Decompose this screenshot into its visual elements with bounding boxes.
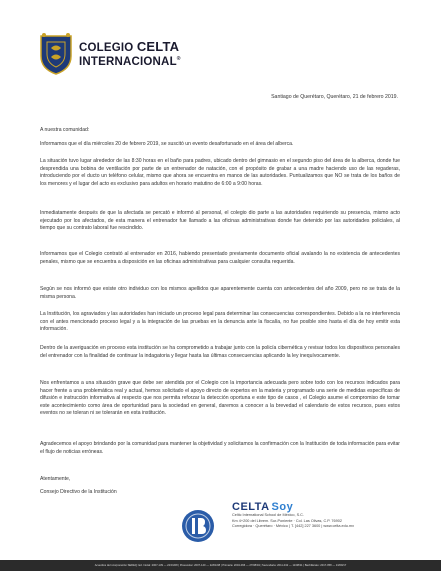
- paragraph-7: Dentro de la averiguación en proceso esta institución se ha comprometido a trabajar junto con la policía cibernética y revisar todos los dispositivos personales del entrenador con la finalidad de continuar la indagatoria y llegar hasta las últimas consecuencias aplicando la ley inequívocamente.: [40, 345, 400, 359]
- logo-line-1: [79, 40, 181, 55]
- soy-brand: Soy: [271, 501, 294, 513]
- legal-band: Acuerdos de Incorporación SEDEQ: Ed. Inicial: 2007-139 — 22/01/08 | Preescolar: 2007-140 — 22/01/08 | Primaria: 2004-096 — 27/08/04 | Secundaria: 2011-042 — 11/08/11 | Bachillerato: 2017-058 — 13/09/17: [0, 560, 441, 571]
- logo-wordmark: [79, 40, 181, 68]
- school-logo: [38, 32, 181, 76]
- paragraph-3: Inmediatamente después de que la afectada se percató e informó al personal, el colegio dio parte a las autoridades requiriendo su presencia, mismo acto ejecutado por los afectados, de esta manera el entrenador fue llamado a las oficinas administrativas donde fue detenido por las autoridades policiales, al tiempo que su contrato laboral fue rescindido.: [40, 210, 400, 232]
- registered-mark: ®: [176, 55, 181, 62]
- school-crest-icon: [38, 32, 74, 76]
- paragraph-2: La situación tuvo lugar alrededor de las 8:30 horas en el baño para padres, ubicado dentro del gimnasio en el segundo piso del área de la alberca, donde fue desprendida una bobina de ventilación por parte de un entrenador de natación, con el propósito de grabar a una madre haciendo uso de las regaderas, introduciendo por el ducto un teléfono celular, mismo que ahora se encuentra en manos de las autoridades. Puntualizamos que NO se trata de los baños de los menores y el lugar del acto es exclusivo para adultos en horario matutino de 6:00 a 9:00 horas.: [40, 158, 400, 187]
- salutation: A nuestra comunidad:: [40, 127, 90, 133]
- footer-line-2: Km 4+200 del Librem. Sur-Poniente · Col. Las Olivas, C.P. 76902: [232, 518, 342, 523]
- letter-date: Santiago de Querétaro, Querétaro, 21 de febrero 2019.: [271, 94, 398, 100]
- paragraph-5: Según se nos informó que existe otro individuo con los mismos apellidos que aparentemente cuenta con antecedentes del año 2009, pero no se trata de la misma persona.: [40, 286, 400, 300]
- footer-line-3: Corregidora · Querétaro · México | T. [442] 227 3600 | www.celta.edu.mx: [232, 524, 354, 529]
- paragraph-8: Nos enfrentamos a una situación grave que debe ser atendida por el Colegio con la importancia adecuada pero sobre todo con los recursos indicados para hacer frente a una problemática real y actual, hemos solicitado el apoyo directo de expertos en la materia y programado una serie de medidas específicas de difusión e instrucción informativa al respecto que nos permita reforzar la detección oportuna e este tipo de casos , el Colegio asume el compromiso de tomar este acontecimiento como área de oportunidad para la sociedad en general, daremos a conocer a la brevedad el calendario de estos recursos, pues estos eventos no se toleran ni se tolerarán en esta institución.: [40, 380, 400, 417]
- logo-internacional: INTERNACIONAL: [79, 55, 177, 68]
- celta-soy-title: [232, 501, 354, 513]
- ib-world-school-icon: [180, 508, 216, 544]
- logo-prefix: COLEGIO: [79, 42, 134, 54]
- signature: Consejo Directivo de la Institución: [40, 489, 117, 495]
- celta-soy-block: [232, 501, 354, 530]
- paragraph-4: Informamos que el Colegio contrató al entrenador en 2016, habiendo presentado previamente documento oficial avalando la no existencia de antecedentes penales, mismo que se encuentra a disposición en las oficinas administrativas para cualquier consulta requerida.: [40, 251, 400, 265]
- footer-line-1: Celtic International School de México, S.C.: [232, 513, 304, 517]
- paragraph-1: Informamos que el día miércoles 20 de febrero 2019, se suscitó un evento desafortunado en el área del alberca.: [40, 141, 294, 147]
- logo-brand: CELTA: [136, 39, 180, 54]
- closing: Atentamente,: [40, 476, 71, 482]
- paragraph-9: Agradecemos el apoyo brindando por la comunidad para mantener la objetividad y solicitamos la confirmación con la Institución de toda información para evitar el flujo de noticias erróneas.: [40, 441, 400, 455]
- logo-line-2: [79, 57, 181, 69]
- celta-brand: CELTA: [232, 501, 270, 513]
- paragraph-6: La Institución, los agraviados y las autoridades han iniciado un proceso legal para determinar las consecuencias correspondientes. Debido a la no interferencia con el antes mencionado proceso legal y a la integración de las pruebas en la denuncia ante la fiscalía, no fue posible sino hasta el día de hoy emitir esta información.: [40, 311, 400, 333]
